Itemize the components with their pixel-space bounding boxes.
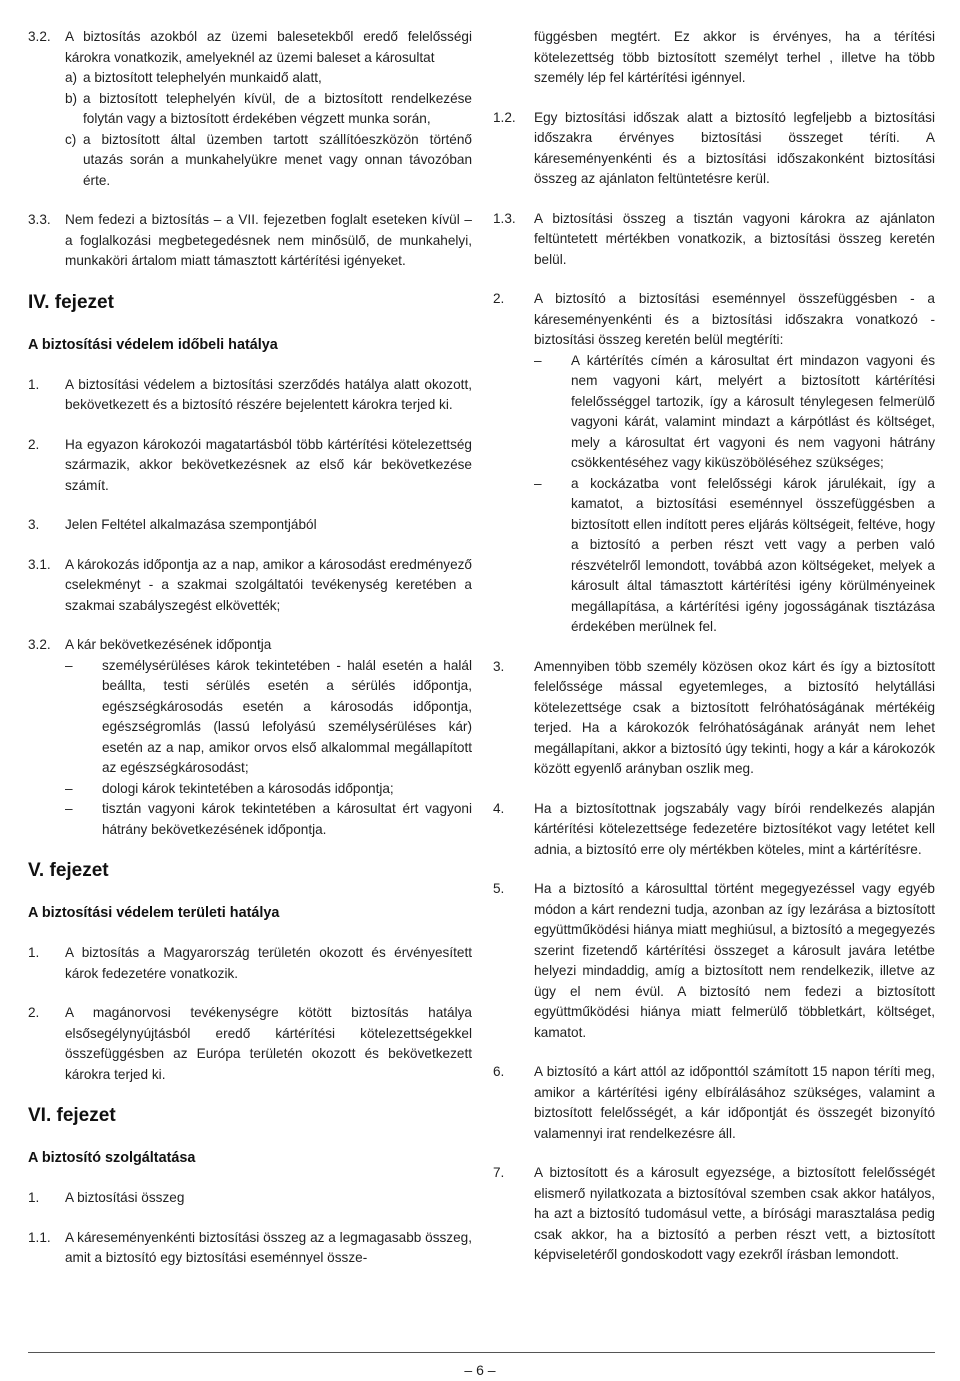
clause bbox=[28, 1228, 472, 1269]
clause-number: 2. bbox=[493, 291, 505, 306]
clause-text: Jelen Feltétel alkalmazása szempontjából bbox=[65, 517, 317, 532]
clause bbox=[493, 209, 935, 271]
left-column bbox=[28, 27, 472, 1288]
list-label: c) bbox=[65, 131, 77, 147]
clause-text: A biztosított és a károsult egyezsége, a biztosított felelősségét elismerő nyilatkozata a biztosítóval szemben csak akkor hatályos, ha azt a biztosító tudomásul vette, a bírósági marasztalása pedig csak akkor, ha a biztosító a perben részt vett, a biztosított képviseletéről gondoskodott vagy ezekről írásban lemondott. bbox=[534, 1165, 935, 1262]
chapter-title: IV. fejezet bbox=[28, 291, 114, 313]
dash-text: személysérüléses károk tekintetében - halál esetén a halál beállta, testi sérülés esetén a sérülés időpontja, egészségkárosodás esetén a károsodás időpontja, egészségromlás (lassú lefolyású személysérüléses kár) esetén az a nap, amikor orvos első alkalommal megállapított az egészségkárosodást; bbox=[102, 657, 472, 775]
clause-text: A biztosítás azokból az üzemi balesetekből eredő felelősségi károkra vonatkozik, amelyeknél az üzemi baleset a károsultat bbox=[65, 29, 472, 65]
list-label: b) bbox=[65, 90, 78, 106]
clause-text: A biztosító a biztosítási eseménnyel összefüggésben - a káreseményenkénti és a biztosítási időszakra vonatkozó - biztosítási összeg keretén belül megtéríti: bbox=[534, 291, 935, 347]
clause bbox=[28, 375, 472, 416]
clause-number: 3.2. bbox=[28, 29, 51, 44]
dash-mark bbox=[65, 779, 102, 800]
clause bbox=[28, 515, 472, 536]
dash-item bbox=[65, 799, 472, 840]
dash-item bbox=[534, 474, 935, 638]
dash-mark bbox=[534, 351, 571, 474]
clause-text: Ha a biztosító a károsulttal történt megegyezéssel vagy egyéb módon a kárt rendezni tudja, azonban az így lezárása a biztosított együttműködési hiánya miatt meghiúsul, a biztosító a megegyezés szerint fizetendő kártérítési összeget a károsult javára letétbe helyezi mindaddig, amíg a biztosított nem rendelkezik, illetve az ügy el nem évül. A biztosító nem fedezi a biztosított együttműködési hiánya miatt felmerülő többletkárt, költséget, kamatot. bbox=[534, 881, 935, 1040]
clause bbox=[28, 555, 472, 617]
clause-number: 2. bbox=[28, 436, 40, 452]
right-column bbox=[493, 27, 935, 1285]
list-item bbox=[65, 68, 472, 89]
clause-number: 3. bbox=[493, 658, 505, 674]
clause-text: Amennyiben több személy közösen okoz kárt és így a biztosított felelőssége mással egyetemleges, a biztosító helytállási kötelezettsége csak a biztosított felróhatóságának mértékéig terjed. Ha a károkozók felróhatóságának arányát nem lehet megállapítani, akkor a biztosító úgy tekinti, hogy a kár a károkozók között egyenlő arányban oszlik meg. bbox=[534, 658, 935, 776]
clause-number: 1. bbox=[28, 376, 40, 392]
section-title: A biztosító szolgáltatása bbox=[28, 1150, 196, 1166]
page-number: – 6 – bbox=[464, 1362, 496, 1378]
chapter-title: V. fejezet bbox=[28, 860, 109, 881]
section-title: A biztosítási védelem időbeli hatálya bbox=[28, 336, 278, 353]
dash-text: a kockázatba vont felelősségi károk járulékait, így a kamatot, a biztosítási eseménnyel összefüggésben a biztosított ellen indított peres eljárás költségeit, feltéve, hogy a biztosító a perben részt vett vagy a perben való részvételről lemondott, továbbá azon költségeket, melyek a károsult által támasztott kártérítési igény körülményeinek megállapítása, a kártérítési igény jogosságának tisztázása érdekében merülnek fel. bbox=[571, 475, 935, 634]
clause-text: A károkozás időpontja az a nap, amikor a károsodást eredményező cselekményt - a szakmai szolgáltatói tevékenység keretében a szakmai szabályszegést elkövették; bbox=[65, 556, 472, 613]
continued-text bbox=[493, 27, 935, 89]
dash-text: A kártérítés címén a károsultat ért mindazon vagyoni és nem vagyoni kárt, melyért a biztosított kártérítési felelősséggel tartozik, így a károsult ténylegesen felmerülő vagyoni kárát, valamint mindazt a kárpótlást és költséget, mely a károsultat ért vagyoni és nem vagyoni hátrány csökkentéséhez vagy kiküszöböléséhez szükséges; bbox=[571, 352, 935, 470]
clause-text: A kár bekövetkezésének időpontja bbox=[65, 637, 272, 652]
list-text: a biztosított telephelyén munkaidő alatt, bbox=[83, 70, 322, 85]
clause-text: A biztosítás a Magyarország területén okozott és érvényesített károk fedezetére vonatkozik. bbox=[65, 945, 472, 981]
clause-3-2-damage bbox=[28, 635, 472, 840]
dash-item bbox=[534, 351, 935, 474]
clause-number: 1.2. bbox=[493, 109, 516, 125]
chapter-title: VI. fejezet bbox=[28, 1105, 116, 1126]
list-item bbox=[65, 89, 472, 130]
clause-3-2 bbox=[28, 27, 472, 191]
dash-mark bbox=[534, 474, 571, 638]
dash-item bbox=[65, 656, 472, 779]
footer-divider bbox=[28, 1352, 935, 1353]
clause-number: 1. bbox=[28, 945, 40, 960]
dash-item bbox=[65, 779, 472, 800]
dash-text: tisztán vagyoni károk tekintetében a károsultat ért vagyoni hátrány bekövetkezésének időpontja. bbox=[102, 801, 472, 837]
clause-number: 1. bbox=[28, 1190, 40, 1205]
list-item bbox=[65, 130, 472, 192]
clause-text: Ha a biztosítottnak jogszabály vagy bírói rendelkezés alapján kártérítési kötelezettsége fedezetére biztosítékot vagy letétet kell adnia, a biztosító erre oly mértékben köteles, mint a kártérítésre. bbox=[534, 800, 935, 857]
clause bbox=[28, 435, 472, 497]
list-text: a biztosított által üzemben tartott szállítóeszközön történő utazás során a munkahelyükre menet vagy onnan távozóban érte. bbox=[83, 131, 472, 188]
clause-number: 1.3. bbox=[493, 210, 516, 226]
clause bbox=[493, 657, 935, 780]
list-label: a) bbox=[65, 70, 78, 85]
clause-number: 6. bbox=[493, 1064, 505, 1079]
clause bbox=[28, 1188, 472, 1209]
clause-text: függésben megtért. Ez akkor is érvényes, ha a térítési kötelezettség több biztosított személyt terhel , illetve ha több személy lép fel kártérítési igénnyel. bbox=[534, 29, 935, 85]
clause-number: 5. bbox=[493, 881, 505, 896]
clause-text: Ha egyazon károkozói magatartásból több kártérítési kötelezettség származik, akkor bekövetkezésnek az első kár bekövetkezése számít. bbox=[65, 436, 472, 493]
dash-mark bbox=[65, 799, 102, 840]
clause-number: 2. bbox=[28, 1005, 40, 1020]
clause-text: A káreseményenkénti biztosítási összeg az a legmagasabb összeg, amit a biztosító egy biztosítási eseménnyel össze- bbox=[65, 1229, 472, 1265]
clause bbox=[28, 1003, 472, 1085]
clause-number: 4. bbox=[493, 800, 505, 816]
dash-text: dologi károk tekintetében a károsodás időpontja; bbox=[102, 780, 394, 796]
clause bbox=[493, 879, 935, 1043]
clause bbox=[493, 1163, 935, 1266]
clause-number: 3. bbox=[28, 517, 40, 532]
clause-text: Egy biztosítási időszak alatt a biztosító legfeljebb a biztosítási időszakra érvényes biztosítási összeget téríti. A káreseményenkénti és a biztosítási időszakonként biztosítási összeg az ajánlaton feltüntetésre kerül. bbox=[534, 109, 935, 186]
clause-3-3 bbox=[28, 210, 472, 272]
clause-number: 3.2. bbox=[28, 637, 51, 652]
clause-number: 7. bbox=[493, 1165, 505, 1180]
clause-text: A biztosítási összeg a tisztán vagyoni károkra az ajánlaton feltüntetett mértékben vonatkozik, a biztosítási összeg keretén belül. bbox=[534, 210, 935, 267]
clause-2 bbox=[493, 289, 935, 638]
clause-text: A biztosító a kárt attól az időponttól számított 15 napon téríti meg, amikor a kártérítési igény elbírálásához szükséges, valamint a biztosított felelősségét, a kár időpontját és összegét bizonyító valamennyi irat rendelkezésre áll. bbox=[534, 1064, 935, 1141]
clause bbox=[28, 943, 472, 984]
clause-number: 3.1. bbox=[28, 556, 51, 572]
clause-number: 3.3. bbox=[28, 212, 51, 227]
section-title: A biztosítási védelem területi hatálya bbox=[28, 905, 280, 921]
clause bbox=[493, 1062, 935, 1144]
list-text: a biztosított telephelyén kívül, de a biztosított rendelkezése folytán vagy a biztosított érdekében végzett munka során, bbox=[83, 90, 472, 126]
clause-text: A biztosítási összeg bbox=[65, 1190, 185, 1205]
clause-text: Nem fedezi a biztosítás – a VII. fejezetben foglalt eseteken kívül – a foglalkozási megbetegedésnek nem minősülő, de munkahelyi, munkaköri ártalom miatt támasztott kártérítési igényeket. bbox=[65, 212, 472, 268]
clause-text: A magánorvosi tevékenységre kötött biztosítás hatálya elsősegélynyújtásból eredő kártérítési kötelezettségekkel összefüggésben az Európa területén okozott és bekövetkezett károkra terjed ki. bbox=[65, 1005, 472, 1082]
dash-mark bbox=[65, 656, 102, 779]
clause bbox=[493, 108, 935, 190]
clause bbox=[493, 799, 935, 861]
clause-text: A biztosítási védelem a biztosítási szerződés hatálya alatt okozott, bekövetkezett és a biztosító részére bejelentett károkra terjed ki. bbox=[65, 376, 472, 412]
clause-number: 1.1. bbox=[28, 1229, 51, 1245]
